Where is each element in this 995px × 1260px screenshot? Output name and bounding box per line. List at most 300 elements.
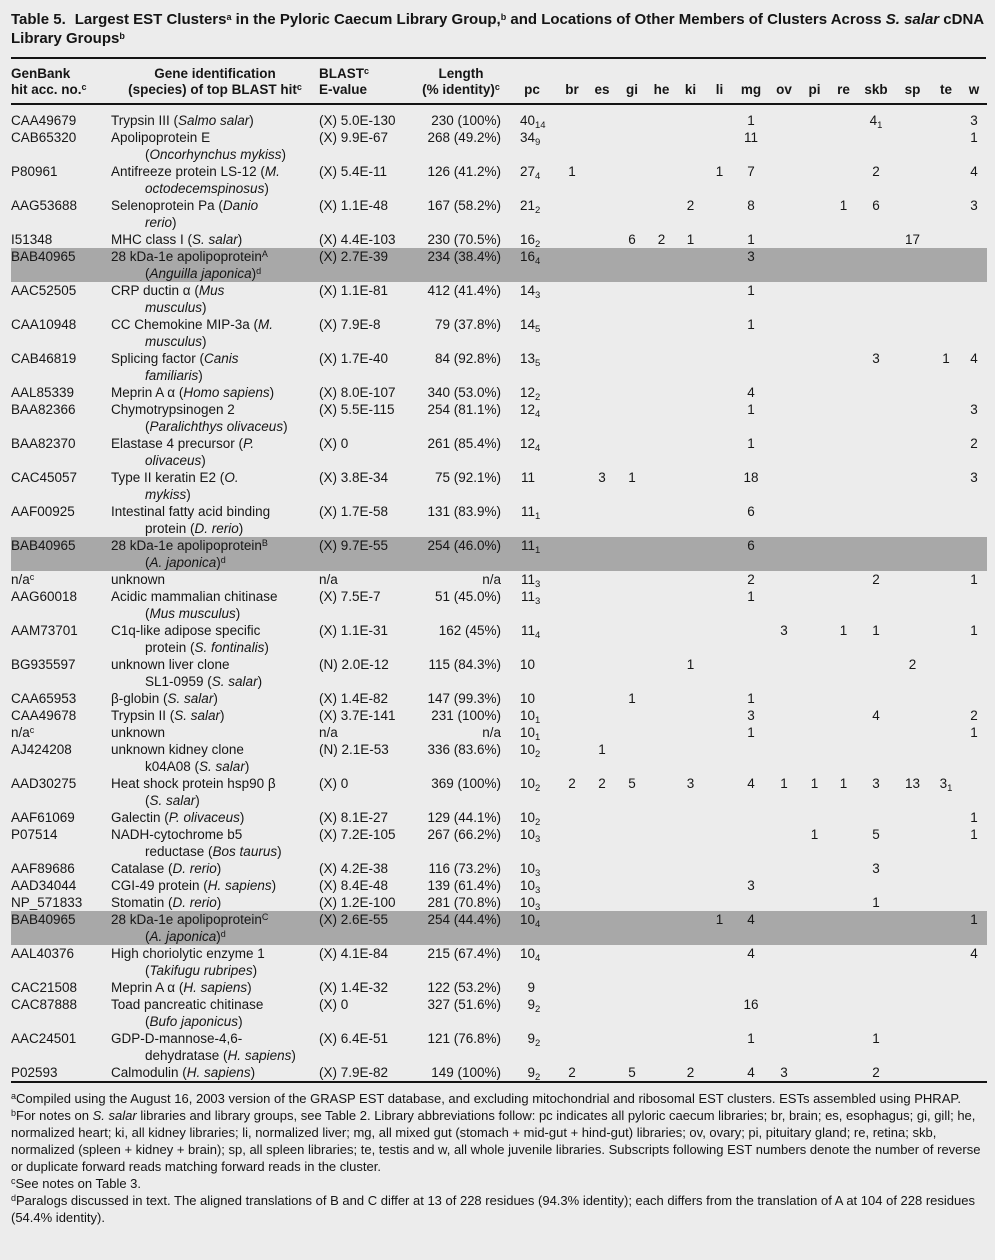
cell-ki [676, 401, 705, 435]
cell-ov [768, 809, 800, 826]
table-row [11, 129, 987, 163]
cell-pc: $16_2$ [519, 232, 541, 250]
cell-skb: 3 [872, 861, 880, 876]
cell-he [647, 163, 676, 197]
cell-mg: 4 [747, 776, 755, 791]
table-row [11, 894, 987, 911]
cell-pc: $21_2$ [519, 198, 541, 216]
cell-length: 126 (41.2%) [427, 164, 501, 179]
cell-es [587, 435, 617, 469]
cell-es [587, 860, 617, 877]
cell-evalue: (N) 2.0E-12 [319, 657, 389, 672]
cell-pi [800, 979, 829, 996]
cell-gene: 28 kDa-1e apolipoprotein$^A$ (Anguilla japonica)$^d$ [111, 248, 319, 282]
cell-accession: BAA82366 [11, 402, 76, 417]
cell-evalue: (X) 0 [319, 776, 349, 791]
cell-length: 340 (53.0%) [427, 385, 501, 400]
cell-li [705, 945, 734, 979]
cell-accession: AAC52505 [11, 283, 77, 298]
cell-pi [800, 197, 829, 231]
cell-he [647, 979, 676, 996]
cell-pi [800, 588, 829, 622]
cell-sp [894, 104, 931, 129]
cell-mg [734, 809, 768, 826]
cell-he [647, 826, 676, 860]
cell-w [961, 231, 987, 248]
cell-length: 281 (70.8%) [427, 895, 501, 910]
cell-pi [800, 741, 829, 775]
table-row [11, 435, 987, 469]
cell-gi [617, 197, 647, 231]
cell-accession: CAB46819 [11, 351, 77, 366]
cell-gene: Intestinal fatty acid binding protein (D. rerio) [111, 504, 271, 536]
cell-he [647, 809, 676, 826]
cell-mg: 1 [747, 691, 755, 706]
cell-skb: 1 [872, 1031, 880, 1046]
cell-re: 1 [839, 623, 848, 638]
cell-w: 1 [970, 572, 978, 587]
cell-he [647, 1030, 676, 1064]
table-row [11, 877, 987, 894]
cell-re [829, 979, 858, 996]
cell-es [587, 911, 617, 945]
cell-pi [800, 435, 829, 469]
cell-ov [768, 860, 800, 877]
cell-sp [894, 316, 931, 350]
cell-mg: 16 [743, 997, 759, 1012]
footnote-a: $^a$Compiled using the August 16, 2003 version of the GRASP EST database, and excluding mitochondrial and ribosomal EST clusters. ESTs assembled using PHRAP. [11, 1091, 961, 1106]
cell-ov [768, 248, 800, 282]
cell-mg: 4 [734, 911, 768, 945]
cell-re: 1 [839, 198, 848, 213]
cell-pi [800, 894, 829, 911]
cell-li [705, 656, 734, 690]
cell-length: 149 (100%) [431, 1065, 501, 1080]
col-header-ki: ki [676, 59, 705, 104]
cell-gi [617, 656, 647, 690]
cell-evalue: (X) 4.4E-103 [319, 232, 396, 247]
cell-es [587, 996, 617, 1030]
cell-pi [800, 860, 829, 877]
cell-ki [676, 316, 705, 350]
cell-w: 4 [970, 164, 978, 179]
table-row [11, 537, 987, 571]
cell-te [931, 469, 961, 503]
cell-pi [800, 571, 829, 588]
cell-ki [676, 537, 705, 571]
cell-pc: $9_2$ [527, 1065, 541, 1083]
cell-w [961, 248, 987, 282]
cell-li [705, 588, 734, 622]
cell-length: 75 (92.1%) [434, 470, 501, 485]
cell-length: 116 (73.2%) [428, 861, 501, 876]
cell-mg: 1 [747, 1031, 755, 1046]
cell-ov [768, 129, 800, 163]
table-row [11, 860, 987, 877]
col-header-gene-identification: Gene identification (species) of top BLAST hit$^c$ [111, 59, 319, 104]
cell-ki: 1 [686, 232, 695, 247]
cell-re [829, 282, 858, 316]
cell-ov [768, 724, 800, 741]
cell-gi [617, 877, 647, 894]
cell-pc: $10_2$ [519, 776, 541, 794]
cell-sp [894, 622, 931, 656]
cell-pc: $10_3$ [519, 861, 541, 879]
cell-evalue: (X) 1.4E-82 [319, 691, 389, 706]
cell-pi [800, 690, 829, 707]
cell-es [587, 129, 617, 163]
cell-re: 1 [839, 776, 848, 791]
cell-li [705, 129, 734, 163]
cell-he [647, 537, 676, 571]
cell-es [587, 894, 617, 911]
cell-length: 231 (100%) [431, 708, 501, 723]
cell-br [557, 911, 587, 945]
cell-pc: $10_2$ [519, 742, 541, 760]
cell-br [557, 571, 587, 588]
cell-mg: 6 [734, 537, 768, 571]
cell-gene: CGI-49 protein (H. sapiens) [111, 878, 277, 893]
cell-sp [894, 707, 931, 724]
cell-skb: 1 [872, 623, 880, 638]
cell-w: 1 [961, 911, 987, 945]
cell-br [557, 231, 587, 248]
cell-ki [676, 282, 705, 316]
cell-skb: 1 [872, 895, 880, 910]
cell-ki [676, 469, 705, 503]
cell-te [931, 724, 961, 741]
cell-pi [800, 537, 829, 571]
cell-li [705, 724, 734, 741]
cell-te [931, 809, 961, 826]
table-row [11, 282, 987, 316]
cell-ov [768, 690, 800, 707]
cell-re [829, 911, 858, 945]
cell-gi [617, 503, 647, 537]
cell-pc: 11 [520, 470, 535, 485]
cell-ki [676, 707, 705, 724]
cell-es [587, 707, 617, 724]
cell-br [557, 945, 587, 979]
cell-gene: Trypsin II (S. salar) [111, 708, 225, 723]
cell-gi [617, 979, 647, 996]
cell-pi [800, 911, 829, 945]
cell-ki [676, 163, 705, 197]
cell-te [931, 877, 961, 894]
cell-gi [617, 809, 647, 826]
cell-re [829, 724, 858, 741]
cell-sp [894, 503, 931, 537]
cell-ki [676, 877, 705, 894]
cell-evalue: (X) 1.4E-32 [319, 980, 389, 995]
cell-evalue: (X) 3.8E-34 [319, 470, 389, 485]
table-row [11, 1064, 987, 1082]
cell-te [931, 1030, 961, 1064]
cell-mg: 3 [747, 708, 755, 723]
cell-accession: CAB65320 [11, 130, 77, 145]
cell-evalue: (X) 4.1E-84 [319, 946, 389, 961]
cell-skb: 6 [872, 198, 880, 213]
cell-es [587, 231, 617, 248]
cell-gene: unknown [111, 725, 166, 740]
table-row [11, 316, 987, 350]
cell-li [705, 104, 734, 129]
cell-li [705, 231, 734, 248]
cell-gi [617, 911, 647, 945]
cell-accession: AAD30275 [11, 776, 77, 791]
cell-es: 2 [598, 776, 606, 791]
cell-es [587, 401, 617, 435]
cell-pi [800, 129, 829, 163]
cell-sp [894, 860, 931, 877]
cell-pc: $13_5$ [519, 351, 541, 369]
cell-accession: AAM73701 [11, 623, 78, 638]
cell-ov [768, 197, 800, 231]
cell-te [931, 435, 961, 469]
cell-accession: AAG53688 [11, 198, 78, 213]
cell-li [705, 350, 734, 384]
cell-re [829, 741, 858, 775]
cell-pc: $11_4$ [520, 623, 541, 641]
cell-he [647, 129, 676, 163]
cell-w [961, 877, 987, 894]
cell-te [931, 1064, 961, 1082]
cell-es [587, 282, 617, 316]
footnote-d: $^d$Paralogs discussed in text. The aligned translations of B and C differ at 13 of 228 residues (94.3% identity); each differs from the translation of A at 104 of 228 residues (54.4% identity). [11, 1193, 975, 1225]
cell-length: 254 (81.1%) [427, 402, 501, 417]
cell-sp [894, 401, 931, 435]
cell-w: 1 [970, 130, 978, 145]
cell-length: 122 (53.2%) [427, 980, 501, 995]
cell-he [647, 197, 676, 231]
cell-pi: 1 [810, 827, 819, 842]
cell-w: 2 [970, 708, 978, 723]
cell-accession: AAL40376 [11, 946, 75, 961]
cell-gene: C1q-like adipose specific protein (S. fontinalis) [111, 623, 269, 655]
col-header-pc: pc [507, 59, 557, 104]
cell-w [961, 1030, 987, 1064]
cell-w [961, 282, 987, 316]
cell-mg: 7 [747, 164, 755, 179]
table-body [11, 104, 987, 1082]
cell-ov: 3 [780, 1065, 788, 1080]
cell-he [647, 775, 676, 809]
cell-gi: 6 [628, 232, 636, 247]
cell-he [647, 690, 676, 707]
cell-pi [800, 707, 829, 724]
cell-pc: $10_3$ [519, 827, 541, 845]
cell-ki [676, 894, 705, 911]
cell-sp [894, 690, 931, 707]
cell-es [587, 690, 617, 707]
cell-es [587, 350, 617, 384]
cell-li [705, 571, 734, 588]
col-header-gi: gi [617, 59, 647, 104]
cell-li [705, 741, 734, 775]
cell-evalue: (X) 7.9E-82 [319, 1065, 389, 1080]
cell-gi [617, 571, 647, 588]
cell-w [961, 741, 987, 775]
cell-he [647, 656, 676, 690]
cell-mg [734, 656, 768, 690]
cell-es [587, 826, 617, 860]
cell-br [557, 979, 587, 996]
cell-accession: AAF00925 [11, 504, 75, 519]
cell-br [557, 316, 587, 350]
cell-mg: 3 [734, 248, 768, 282]
cell-es [587, 248, 617, 282]
cell-li [705, 894, 734, 911]
cell-ov [768, 537, 800, 571]
cell-re [829, 860, 858, 877]
cell-pi: 1 [810, 776, 819, 791]
cell-pi [800, 469, 829, 503]
cell-he [647, 588, 676, 622]
cell-ov [768, 656, 800, 690]
cell-mg: 3 [747, 878, 755, 893]
cell-he [647, 401, 676, 435]
cell-sp [894, 588, 931, 622]
table-row [11, 231, 987, 248]
cell-sp [894, 826, 931, 860]
cell-length: 84 (92.8%) [434, 351, 501, 366]
cell-es [587, 163, 617, 197]
cell-length: 336 (83.6%) [427, 742, 501, 757]
cell-accession: $n/a^c$ [11, 725, 35, 740]
cell-re [829, 588, 858, 622]
cell-pi [800, 809, 829, 826]
cell-pc: $10_4$ [507, 911, 557, 945]
cell-gene: Galectin (P. olivaceus) [111, 810, 245, 825]
cell-pc: $12_4$ [519, 436, 541, 454]
cell-es: 3 [598, 470, 606, 485]
cell-evalue: (X) 1.2E-100 [319, 895, 396, 910]
cell-gene: unknown [111, 572, 166, 587]
cell-length: 162 (45%) [438, 623, 501, 638]
cell-gene: Calmodulin (H. sapiens) [111, 1065, 256, 1080]
cell-gene: Antifreeze protein LS-12 (M. octodecemspinosus) [111, 164, 280, 196]
col-header-sp: sp [894, 59, 931, 104]
cell-evalue: (X) 3.7E-141 [319, 708, 396, 723]
cell-skb: 5 [872, 827, 880, 842]
cell-evalue: (X) 1.1E-31 [319, 623, 389, 638]
cell-gene: High choriolytic enzyme 1 (Takifugu rubripes) [111, 946, 265, 978]
cell-gene: Meprin A α (H. sapiens) [111, 980, 252, 995]
table-row [11, 996, 987, 1030]
cell-sp [894, 724, 931, 741]
cell-ov [768, 996, 800, 1030]
cell-es [587, 104, 617, 129]
table-row [11, 1030, 987, 1064]
col-header-re: re [829, 59, 858, 104]
cell-accession: AAL85339 [11, 385, 75, 400]
cell-ki [676, 248, 705, 282]
cell-pc: $11_3$ [520, 589, 541, 607]
cell-ki [676, 724, 705, 741]
cell-sp [894, 809, 931, 826]
cell-w [961, 775, 987, 809]
cell-accession: BAB40965 [11, 248, 111, 282]
cell-ki [676, 826, 705, 860]
cell-ov [768, 282, 800, 316]
cell-te [931, 622, 961, 656]
cell-re [829, 384, 858, 401]
cell-w: 4 [970, 351, 978, 366]
cell-ov [768, 979, 800, 996]
cell-es [587, 503, 617, 537]
cell-pc: $12_4$ [519, 402, 541, 420]
cell-mg: 4 [747, 946, 755, 961]
cell-gi [617, 248, 647, 282]
cell-li [705, 877, 734, 894]
cell-pi [800, 384, 829, 401]
cell-ki [676, 809, 705, 826]
cell-pi [800, 996, 829, 1030]
footnote-b: $^b$For notes on S. salar libraries and library groups, see Table 2. Library abbreviations follow: pc indicates all pyloric caecum libraries; br, brain; es, esophagus; gi, gill; he, normalized heart; ki, all kidney libraries; li, normalized liver; mg, all mixed gut (stomach + mid-gut + hind-gut) libraries; ov, ovary; pi, pituitary gland; re, retina; skb, normalized (spleen + kidney + brain); sp, all spleen libraries; te, testis and w, all whole juvenile libraries. Subscripts following EST numbers denote the number of reverse or duplicate forward reads matching forward reads in the cluster. [11, 1108, 981, 1174]
cell-te [931, 860, 961, 877]
cell-mg: 4 [747, 1065, 755, 1080]
cell-accession: I51348 [11, 232, 53, 247]
cell-pc: $14_3$ [519, 283, 541, 301]
cell-length: 51 (45.0%) [434, 589, 501, 604]
cell-re [829, 690, 858, 707]
cell-gi: 5 [628, 1065, 636, 1080]
cell-te [931, 503, 961, 537]
cell-w: 1 [970, 810, 978, 825]
col-header-br: br [557, 59, 587, 104]
cell-br [557, 248, 587, 282]
cell-evalue: (X) 2.7E-39 [319, 248, 415, 282]
cell-pc: 10 [519, 657, 535, 672]
cell-accession: NP_571833 [11, 895, 83, 910]
cell-te [931, 537, 961, 571]
cell-ki [676, 741, 705, 775]
cell-te [931, 282, 961, 316]
col-header-genbank-acc: GenBank hit acc. no.$^c$ [11, 59, 111, 104]
table-row [11, 724, 987, 741]
cell-evalue: (X) 2.6E-55 [319, 911, 415, 945]
cell-gi [617, 163, 647, 197]
cell-skb: 4 [872, 708, 880, 723]
cell-mg [734, 826, 768, 860]
cell-he [647, 622, 676, 656]
cell-es [587, 877, 617, 894]
cell-skb [858, 877, 894, 894]
cell-gi [617, 741, 647, 775]
cell-he [647, 571, 676, 588]
cell-length: 254 (46.0%) [415, 537, 507, 571]
cell-sp [894, 197, 931, 231]
cell-te [931, 384, 961, 401]
cell-re [829, 248, 858, 282]
cell-evalue: (X) 5.4E-11 [319, 164, 388, 179]
cell-te [931, 707, 961, 724]
cell-he [647, 503, 676, 537]
cell-re [829, 826, 858, 860]
cell-accession: AAG60018 [11, 589, 78, 604]
cell-li [705, 622, 734, 656]
cell-he [647, 945, 676, 979]
cell-w [961, 316, 987, 350]
cell-length: 369 (100%) [431, 776, 501, 791]
cell-pi [800, 163, 829, 197]
cell-es [587, 571, 617, 588]
cell-es [587, 945, 617, 979]
cell-skb [858, 469, 894, 503]
cell-evalue: (X) 6.4E-51 [319, 1031, 389, 1046]
cell-mg: 2 [747, 572, 755, 587]
cell-pi [800, 656, 829, 690]
